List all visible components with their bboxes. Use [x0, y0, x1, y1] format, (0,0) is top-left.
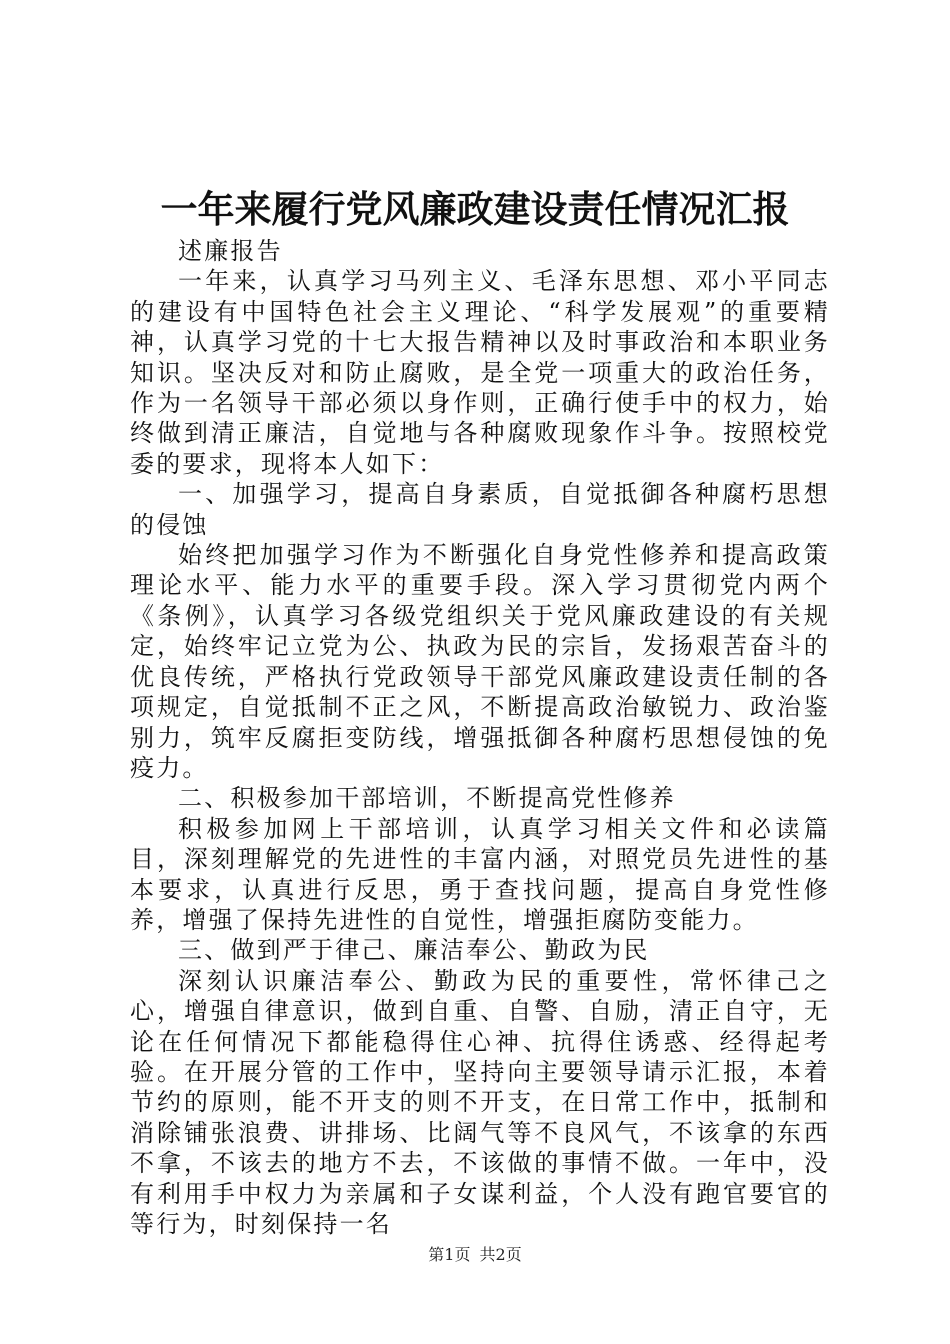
document-title: 一年来履行党风廉政建设责任情况汇报: [160, 187, 790, 231]
section-heading-3: 三、做到严于律己、廉洁奉公、勤政为民: [178, 936, 650, 965]
page-total: 共2页: [479, 1245, 522, 1264]
page-number: 第1页: [428, 1245, 471, 1264]
section-heading-1: 一、加强学习，提高自身素质，自觉抵御各种腐朽思想的侵蚀: [130, 480, 830, 539]
paragraph-heading: 述廉报告: [178, 237, 283, 265]
paragraph-section-3: 深刻认识廉洁奉公、勤政为民的重要性，常怀律己之心，增强自律意识，做到自重、自警、自励，清正自守，无论在任何情况下都能稳得住心神、抗得住诱惑、经得起考验。在开展分管的工作中，坚持向主要领导请示汇报，本着节约的原则，能不开支的则不开支，在日常工作中，抵制和消除铺张浪费、讲排场、比阔气等不良风气，不该拿的东西不拿，不该去的地方不去，不该做的事情不做。一年中，没有利用手中权力为亲属和子女谋利益，个人没有跑官要官的等行为，时刻保持一名: [130, 966, 830, 1238]
paragraph-section-1: 始终把加强学习作为不断强化自身党性修养和提高政策理论水平、能力水平的重要手段。深入学习贯彻党内两个《条例》，认真学习各级党组织关于党风廉政建设的有关规定，始终牢记立党为公、执政为民的宗旨，发扬艰苦奋斗的优良传统，严格执行党政领导干部党风廉政建设责任制的各项规定，自觉抵制不正之风，不断提高政治敏锐力、政治鉴别力，筑牢反腐拒变防线，增强抵御各种腐朽思想侵蚀的免疫力。: [130, 541, 830, 782]
paragraph-section-2: 积极参加网上干部培训，认真学习相关文件和必读篇目，深刻理解党的先进性的丰富内涵，对照党员先进性的基本要求，认真进行反思，勇于查找问题，提高自身党性修养，增强了保持先进性的自觉性，增强拒腐防变能力。: [130, 814, 830, 934]
page-footer: [0, 1244, 950, 1266]
document-body: [130, 236, 830, 1239]
section-heading-2: 二、积极参加干部培训，不断提高党性修养: [178, 784, 676, 813]
paragraph-intro: 一年来，认真学习马列主义、毛泽东思想、邓小平同志的建设有中国特色社会主义理论、“科学发展观”的重要精神，认真学习党的十七大报告精神以及时事政治和本职业务知识。坚决反对和防止腐败，是全党一项重大的政治任务，作为一名领导干部必须以身作则，正确行使手中的权力，始终做到清正廉洁，自觉地与各种腐败现象作斗争。按照校党委的要求，现将本人如下：: [130, 267, 830, 478]
